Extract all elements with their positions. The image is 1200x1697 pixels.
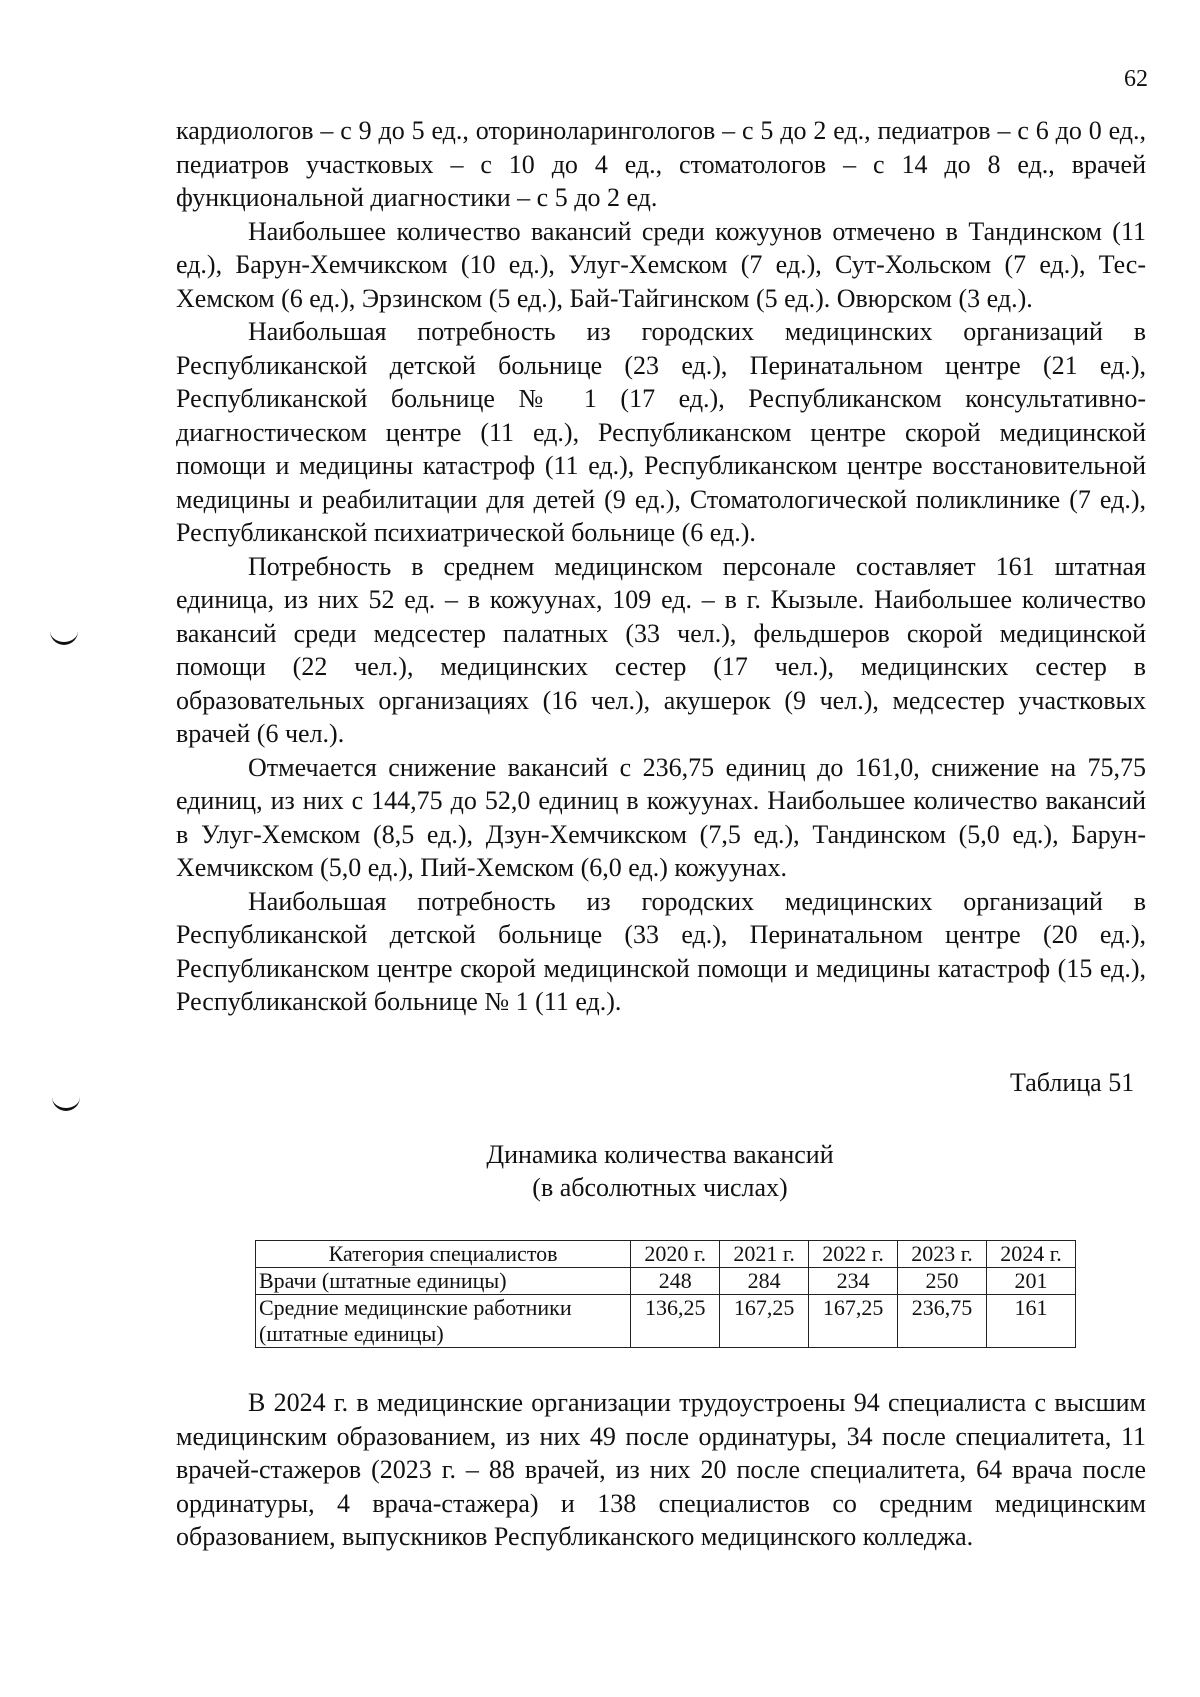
paragraph-1: кардиологов – с 9 до 5 ед., оториноларингологов – с 5 до 2 ед., педиатров – с 6 до 0 ед., педиатров участковых – с 10 до 4 ед., стоматологов – с 14 до 8 ед., врачей функциональной диагностики – с 5 до 2 ед. — [176, 116, 1146, 212]
header-2022: 2022 г. — [809, 1241, 898, 1268]
table-title — [360, 1138, 960, 1204]
table-row — [256, 1268, 1076, 1295]
cell-value: 136,25 — [631, 1295, 720, 1348]
paragraph-7: В 2024 г. в медицинские организации трудоустроены 94 специалиста с высшим медицинским образованием, из них 49 после ординатуры, 34 после специалитета, 11 врачей-стажеров (2023 г. – 88 врачей, из них 20 после специалитета, 64 врача после ординатуры, 4 врача-стажера) и 138 специалистов со средним медицинским образованием, выпускников Республиканского медицинского колледжа. — [176, 1388, 1146, 1551]
table-number: Таблица 51 — [1010, 1068, 1135, 1097]
paragraph-5: Отмечается снижение вакансий с 236,75 единиц до 161,0, снижение на 75,75 единиц, из них с 144,75 до 52,0 единиц в кожуунах. Наибольшее количество вакансий в Улуг-Хемском (8,5 ед.), Дзун-Хемчикском (7,5 ед.), Тандинском (5,0 ед.), Барун-Хемчикском (5,0 ед.), Пий-Хемском (6,0 ед.) кожуунах. — [176, 752, 1146, 882]
body-text-block-bottom — [176, 1386, 1146, 1554]
vacancies-table — [255, 1240, 1076, 1348]
row-category: Средние медицинские работники (штатные единицы) — [256, 1295, 631, 1348]
cell-value: 167,25 — [809, 1295, 898, 1348]
cell-value: 248 — [631, 1268, 720, 1295]
header-2021: 2021 г. — [720, 1241, 809, 1268]
margin-mark — [52, 1096, 80, 1111]
cell-value: 236,75 — [898, 1295, 987, 1348]
header-category: Категория специалистов — [256, 1241, 631, 1268]
cell-value: 167,25 — [720, 1295, 809, 1348]
table-title-line-2: (в абсолютных числах) — [532, 1173, 788, 1202]
cell-value: 161 — [986, 1295, 1075, 1348]
cell-value: 201 — [986, 1268, 1075, 1295]
table-row — [256, 1295, 1076, 1348]
header-2024: 2024 г. — [986, 1241, 1075, 1268]
page-number: 62 — [1124, 66, 1148, 92]
cell-value: 250 — [898, 1268, 987, 1295]
row-category: Врачи (штатные единицы) — [256, 1268, 631, 1295]
table-title-line-1: Динамика количества вакансий — [486, 1140, 834, 1169]
cell-value: 284 — [720, 1268, 809, 1295]
paragraph-6: Наибольшая потребность из городских медицинских организаций в Республиканской детской больнице (33 ед.), Перинатальном центре (20 ед.), Республиканском центре скорой медицинской помощи и медицины катастроф (15 ед.), Республиканской больнице № 1 (11 ед.). — [176, 886, 1146, 1016]
header-2020: 2020 г. — [631, 1241, 720, 1268]
paragraph-3: Наибольшая потребность из городских медицинских организаций в Республиканской детской больнице (23 ед.), Перинатальном центре (21 ед.), Республиканской больнице № 1 (17 ед.), Республиканском консультативно-диагностическом центре (11 ед.), Республиканском центре скорой медицинской помощи и медицины катастроф (11 ед.), Республиканском центре восстановительной медицины и реабилитации для детей (9 ед.), Стоматологической поликлинике (7 ед.), Республиканской психиатрической больнице (6 ед.). — [176, 317, 1146, 547]
paragraph-2: Наибольшее количество вакансий среди кожуунов отмечено в Тандинском (11 ед.), Барун-Хемчикском (10 ед.), Улуг-Хемском (7 ед.), Сут-Хольском (7 ед.), Тес-Хемском (6 ед.), Эрзинском (5 ед.), Бай-Тайгинском (5 ед.). Овюрском (3 ед.). — [176, 216, 1146, 313]
table-header-row — [256, 1241, 1076, 1268]
margin-mark — [50, 630, 78, 645]
paragraph-4: Потребность в среднем медицинском персонале составляет 161 штатная единица, из них 52 ед. – в кожуунах, 109 ед. – в г. Кызыле. Наибольшее количество вакансий среди медсестер палатных (33 чел.), фельдшеров скорой медицинской помощи (22 чел.), медицинских сестер (17 чел.), медицинских сестер в образовательных организациях (16 чел.), акушерок (9 чел.), медсестер участковых врачей (6 чел.). — [176, 551, 1146, 748]
cell-value: 234 — [809, 1268, 898, 1295]
body-text-block — [176, 114, 1146, 1019]
header-2023: 2023 г. — [898, 1241, 987, 1268]
